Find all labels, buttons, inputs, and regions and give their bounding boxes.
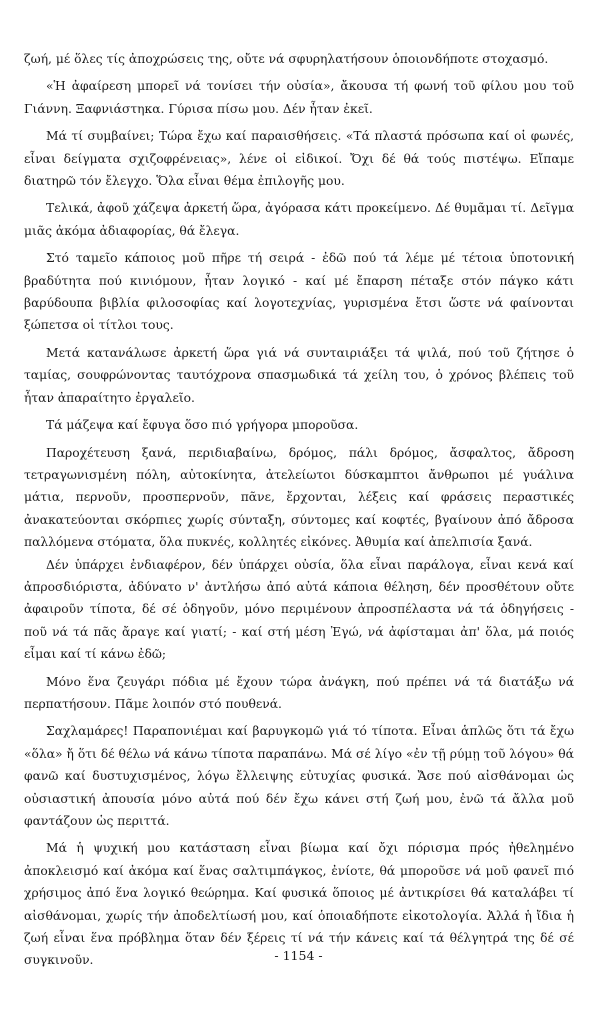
- paragraph: Σαχλαμάρες! Παραπονιέμαι καί βαρυγκομῶ γιά τό τίποτα. Εἶναι ἁπλῶς ὅτι τά ἔχω «ὅλα» ἤ ὅτι δέ θέλω νά κάνω τίποτα παραπάνω. Μά σέ λίγο «ἐν τῇ ρύμῃ τοῦ λόγου» θά φανῶ καί δυστυχισμένος, λόγω ἔλλειψης εὐτυχίας φυσικά. Ἄσε πού αἰσθάνομαι ὡς οὐσιαστική ἀπουσία μόνο αὐτά πού δέν ἔχω κάνει στή ζωή μου, ἐνῶ τά ἄλλα μοῦ φαντάζουν ὡς περιττά.: [24, 724, 574, 828]
- paragraph: Τά μάζεψα καί ἔφυγα ὅσο πιό γρήγορα μποροῦσα.: [46, 418, 359, 433]
- paragraph: Τελικά, ἀφοῦ χάζεψα ἀρκετή ὥρα, ἀγόρασα κάτι προκείμενο. Δέ θυμᾶμαι τί. Δεῖγμα μιᾶς ἀκόμα ἀδιαφορίας, θά ἔλεγα.: [24, 201, 574, 238]
- paragraph: Στό ταμεῖο κάποιος μοῦ πῆρε τή σειρά - ἐδῶ πού τά λέμε μέ τέτοια ὑποτονική βραδύτητα πού κινιόμουν, ἦταν λογικό - καί μέ ἔπαρση πέταξε στόν πάγκο κάτι βαρύδουπα βιβλία φιλοσοφίας καί λογοτεχνίας, γυρισμένα ἔτσι ὥστε νά φαίνονται ξώπετσα οἱ τίτλοι τους.: [24, 251, 574, 333]
- body-text: [24, 48, 574, 972]
- paragraph: Μετά κατανάλωσε ἀρκετή ὥρα γιά νά συνταιριάξει τά ψιλά, πού τοῦ ζήτησε ὁ ταμίας, σουφρώνοντας ταυτόχρονα σπασμωδικά τά χείλη του, ὁ χρόνος βλέπεις τοῦ ἦταν ἀπαραίτητο ἐργαλεῖο.: [24, 345, 574, 405]
- paragraph: Μόνο ἕνα ζευγάρι πόδια μέ ἔχουν τώρα ἀνάγκη, πού πρέπει νά τά διατάξω νά περπατήσουν. Πᾶμε λοιπόν στό πουθενά.: [24, 674, 574, 711]
- paragraph: Μά ἡ ψυχική μου κατάσταση εἶναι βίωμα καί ὄχι πόρισμα πρός ἠθελημένο ἀποκλεισμό καί ἀκόμα καί ἕνας σαλτιμπάγκος, ἐνίοτε, θά μποροῦσε νά μοῦ φανεῖ πιό χρήσιμος ἀπό ἕνα λογικό θεώρημα. Καί φυσικά ὅποιος μέ ἀντικρίσει θά καταλάβει τί αἰσθάνομαι, χωρίς τήν ἀποδελτίωσή μου, καί ὁποιαδήποτε εἰκοτολογία. Ἀλλά ἡ ἴδια ἡ ζωή εἶναι ἕνα πρόβλημα ὅταν δέν ξέρεις τί νά τήν κάνεις καί τά θέλγητρά της δέ σέ συγκινοῦν.: [24, 841, 574, 968]
- paragraph: Μά τί συμβαίνει; Τώρα ἔχω καί παραισθήσεις. «Τά πλαστά πρόσωπα καί οἱ φωνές, εἶναι δείγματα σχιζοφρένειας», λένε οἱ εἰδικοί. Ὄχι δέ θά τούς πιστέψω. Εἴπαμε διατηρῶ τόν ἔλεγχο. Ὅλα εἶναι θέμα ἐπιλογῆς μου.: [24, 129, 574, 189]
- paragraph: ζωή, μέ ὅλες τίς ἀποχρώσεις της, οὔτε νά σφυρηλατήσουν ὁποιονδήποτε στοχασμό.: [24, 52, 549, 66]
- paragraph: Παροχέτευση ξανά, περιδιαβαίνω, δρόμος, πάλι δρόμος, ἄσφαλτος, ἄδροση τετραγωνισμένη πόλη, αὐτοκίνητα, ἀτελείωτοι δύσκαμπτοι ἄνθρωποι μέ γυάλινα μάτια, περνοῦν, προσπερνοῦν, πᾶνε, ἔρχονται, λέξεις καί φράσεις περαστικές ἀνακατεύονται σκόρπιες χωρίς σύνταξη, σύντομες καί κοφτές, βγαίνουν ἀπό ἄδροσα παλλόμενα στόματα, ὅλα πυκνές, κολλητές εἰκόνες. Ἀθυμία καί ἀπελπισία ξανά.: [24, 445, 574, 550]
- paragraph: Δέν ὑπάρχει ἐνδιαφέρον, δέν ὑπάρχει οὐσία, ὅλα εἶναι παράλογα, εἶναι κενά καί ἀπροσδιόριστα, ἀδύνατο ν' ἀντλήσω ἀπό αὐτά κάποια θέληση, δέν προσθέτουν οὔτε ἀφαιροῦν τίποτα, δέ σέ ὁδηγοῦν, μόνο περιμένουν ἀπροσπέλαστα νά τά ὁδηγήσεις - ποῦ νά τά πᾶς ἄραγε καί γιατί; - καί στή μέση Ἐγώ, νά ἀφίσταμαι ἀπ' ὅλα, μά ποιός εἶμαι καί τί κάνω ἐδῶ;: [24, 557, 574, 662]
- paragraph: «Ἡ ἀφαίρεση μπορεῖ νά τονίσει τήν οὐσία», ἄκουσα τή φωνή τοῦ φίλου μου τοῦ Γιάννη. Ξαφνιάστηκα. Γύρισα πίσω μου. Δέν ἦταν ἐκεῖ.: [24, 79, 574, 116]
- page-number: - 1154 -: [274, 948, 323, 963]
